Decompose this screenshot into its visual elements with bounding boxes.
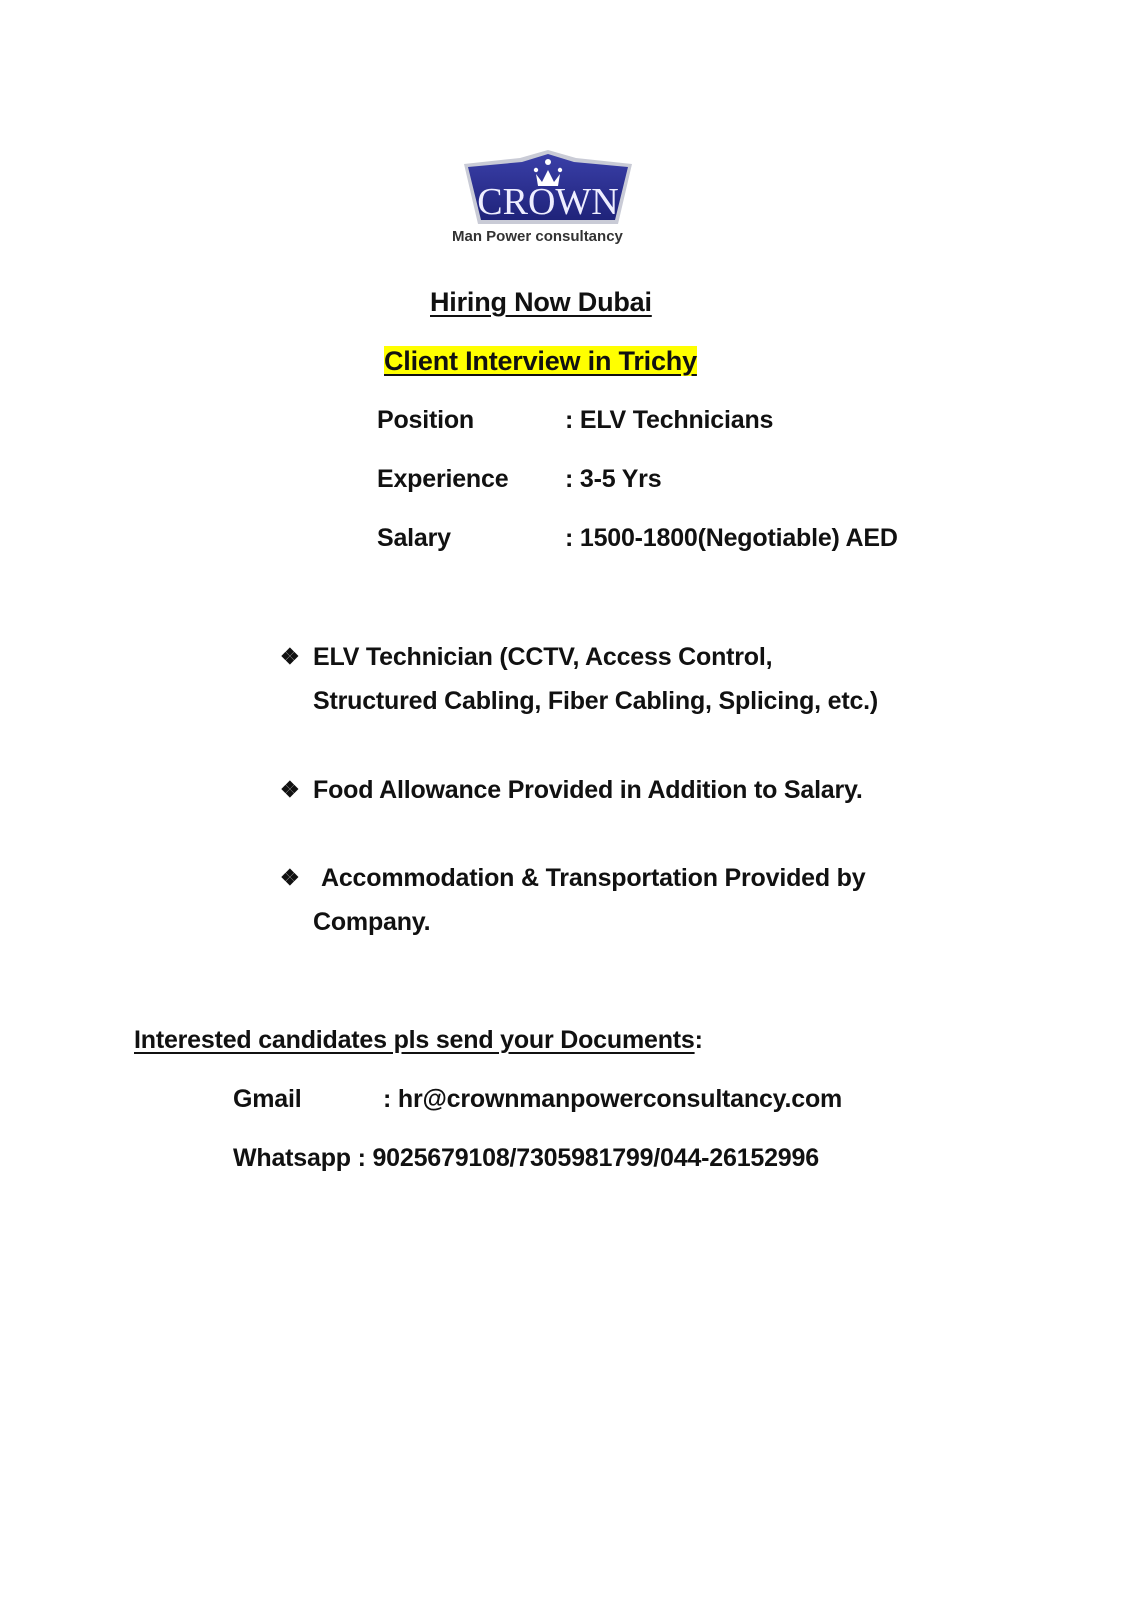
salary-value: : 1500-1800(Negotiable) AED <box>565 524 898 552</box>
subheading: Client Interview in Trichy <box>384 346 697 376</box>
whatsapp-label <box>233 1143 819 1173</box>
bullet-1-line-1: ELV Technician (CCTV, Access Control, <box>313 643 773 671</box>
whatsapp-value[interactable]: : 9025679108/7305981799/044-26152996 <box>357 1144 819 1172</box>
bullet-icon: ❖ <box>280 865 300 890</box>
bullet-2-line-1: Food Allowance Provided in Addition to Salary. <box>313 776 863 804</box>
contact-title-colon: : <box>694 1026 703 1054</box>
bullet-3-line-2: Company. <box>313 908 431 936</box>
svg-text:CROWN: CROWN <box>477 181 619 223</box>
bullet-3-line-1: Accommodation & Transportation Provided by <box>321 864 866 892</box>
gmail-label: Gmail <box>233 1085 302 1113</box>
bullet-icon: ❖ <box>280 644 300 669</box>
experience-label: Experience <box>377 465 509 493</box>
contact-title-text: Interested candidates pls send your Documents <box>134 1026 695 1054</box>
bullet-1-line-2: Structured Cabling, Fiber Cabling, Splicing, etc.) <box>313 687 879 715</box>
gmail-value[interactable]: : hr@crownmanpowerconsultancy.com <box>383 1085 843 1113</box>
contact-title <box>134 1025 703 1055</box>
whatsapp-label-text: Whatsapp <box>233 1144 351 1172</box>
position-label: Position <box>377 406 475 434</box>
heading: Hiring Now Dubai <box>430 287 652 317</box>
experience-value: : 3-5 Yrs <box>565 465 662 493</box>
salary-label: Salary <box>377 524 451 552</box>
bullet-icon: ❖ <box>280 777 300 802</box>
position-value: : ELV Technicians <box>565 406 774 434</box>
logo-tagline: Man Power consultancy <box>452 228 623 245</box>
